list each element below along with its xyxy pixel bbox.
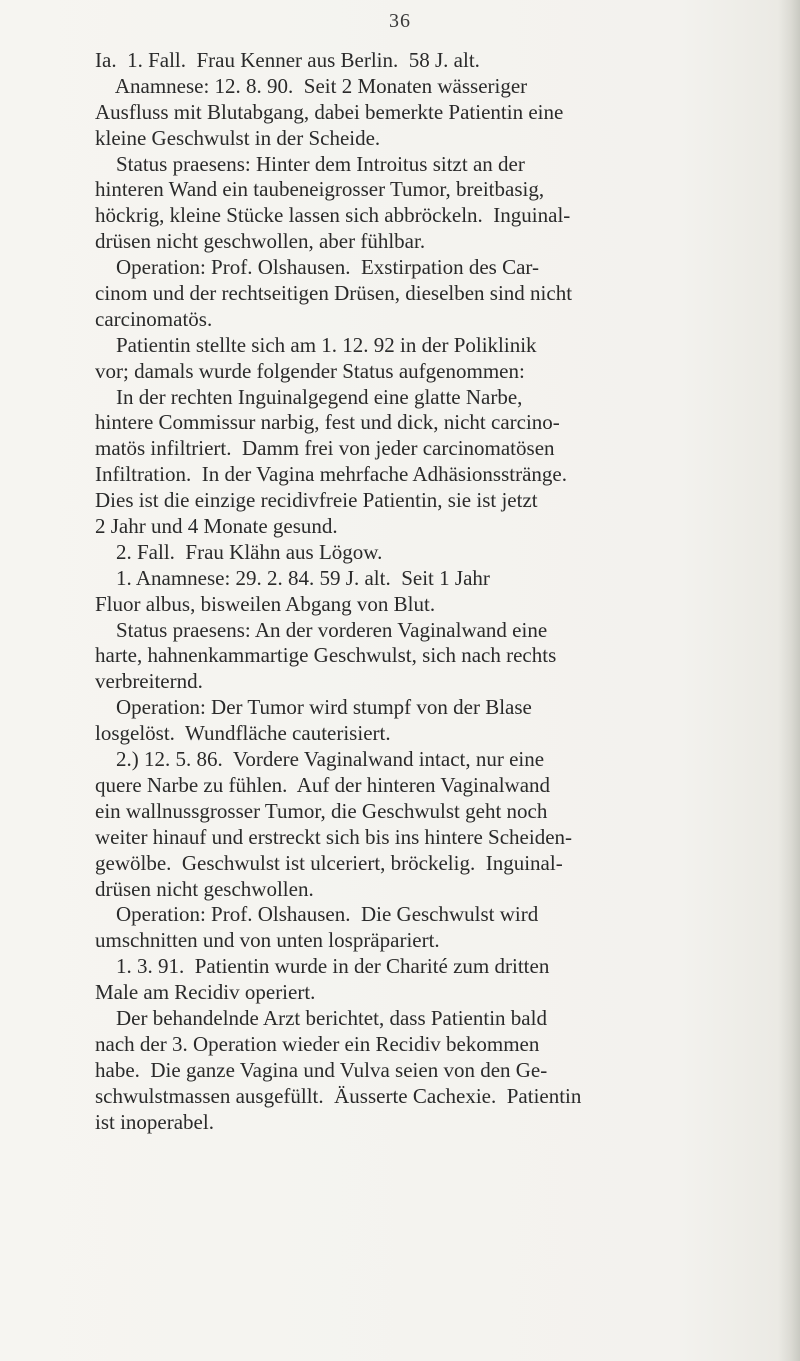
text-line: cinom und der rechtseitigen Drüsen, dieselben sind nicht	[95, 281, 573, 306]
body-text	[95, 48, 775, 1135]
text-line: losgelöst. Wundfläche cauterisiert.	[95, 721, 391, 746]
text-line: Operation: Der Tumor wird stumpf von der Blase	[95, 695, 532, 720]
text-line: In der rechten Inguinalgegend eine glatte Narbe,	[95, 384, 523, 409]
text-line: Ausfluss mit Blutabgang, dabei bemerkte Patientin eine	[95, 99, 564, 124]
text-line: ist inoperabel.	[95, 1109, 214, 1134]
text-line: carcinomatös.	[95, 306, 213, 331]
text-line: Infiltration. In der Vagina mehrfache Adhäsionsstränge.	[95, 462, 567, 487]
text-line: 2. Fall. Frau Klähn aus Lögow.	[95, 539, 383, 564]
text-line: 1. 3. 91. Patientin wurde in der Charité zum dritten	[95, 954, 550, 979]
text-line: 2.) 12. 5. 86. Vordere Vaginalwand intact, nur eine	[95, 747, 545, 772]
text-line: Operation: Prof. Olshausen. Die Geschwulst wird	[95, 902, 539, 927]
text-line: Male am Recidiv operiert.	[95, 980, 316, 1005]
text-line: Status praesens: An der vorderen Vaginalwand eine	[95, 617, 548, 642]
text-line: Patientin stellte sich am 1. 12. 92 in der Poliklinik	[95, 332, 537, 357]
text-line: matös infiltriert. Damm frei von jeder carcinomatösen	[95, 436, 555, 461]
text-line: schwulstmassen ausgefüllt. Äusserte Cachexie. Patientin	[95, 1083, 582, 1108]
text-line: kleine Geschwulst in der Scheide.	[95, 125, 381, 150]
text-line: 2 Jahr und 4 Monate gesund.	[95, 514, 338, 539]
text-line: hinteren Wand ein taubeneigrosser Tumor, breitbasig,	[95, 177, 545, 202]
page-number: 36	[389, 10, 411, 32]
text-line: drüsen nicht geschwollen, aber fühlbar.	[95, 229, 426, 254]
text-line: weiter hinauf und erstreckt sich bis ins hintere Scheiden-	[95, 824, 573, 849]
text-line: ein wallnussgrosser Tumor, die Geschwulst geht noch	[95, 798, 548, 823]
text-line: Der behandelnde Arzt berichtet, dass Patientin bald	[95, 1005, 547, 1030]
text-line: drüsen nicht geschwollen.	[95, 876, 314, 901]
text-line: Operation: Prof. Olshausen. Exstirpation des Car-	[95, 255, 539, 280]
page-edge-shadow	[778, 0, 800, 1361]
text-line: vor; damals wurde folgender Status aufgenommen:	[95, 358, 525, 383]
text-line: verbreiternd.	[95, 669, 203, 694]
text-line: umschnitten und von unten lospräpariert.	[95, 928, 440, 953]
text-line: hintere Commissur narbig, fest und dick, nicht carcino-	[95, 410, 560, 435]
text-line: harte, hahnenkammartige Geschwulst, sich nach rechts	[95, 643, 557, 668]
text-line: quere Narbe zu fühlen. Auf der hinteren Vaginalwand	[95, 772, 551, 797]
text-line: nach der 3. Operation wieder ein Recidiv bekommen	[95, 1031, 540, 1056]
text-line: 1. Anamnese: 29. 2. 84. 59 J. alt. Seit 1 Jahr	[95, 565, 490, 590]
text-line: Ia. 1. Fall. Frau Kenner aus Berlin. 58 J. alt.	[95, 48, 480, 72]
text-line: Anamnese: 12. 8. 90. Seit 2 Monaten wässeriger	[95, 73, 528, 98]
text-line: Status praesens: Hinter dem Introitus sitzt an der	[95, 151, 525, 176]
text-line: habe. Die ganze Vagina und Vulva seien von den Ge-	[95, 1057, 548, 1082]
text-line: Fluor albus, bisweilen Abgang von Blut.	[95, 591, 436, 616]
text-line: höckrig, kleine Stücke lassen sich abbröckeln. Inguinal-	[95, 203, 571, 228]
text-line: Dies ist die einzige recidivfreie Patientin, sie ist jetzt	[95, 488, 538, 513]
text-line: gewölbe. Geschwulst ist ulceriert, bröckelig. Inguinal-	[95, 850, 563, 875]
